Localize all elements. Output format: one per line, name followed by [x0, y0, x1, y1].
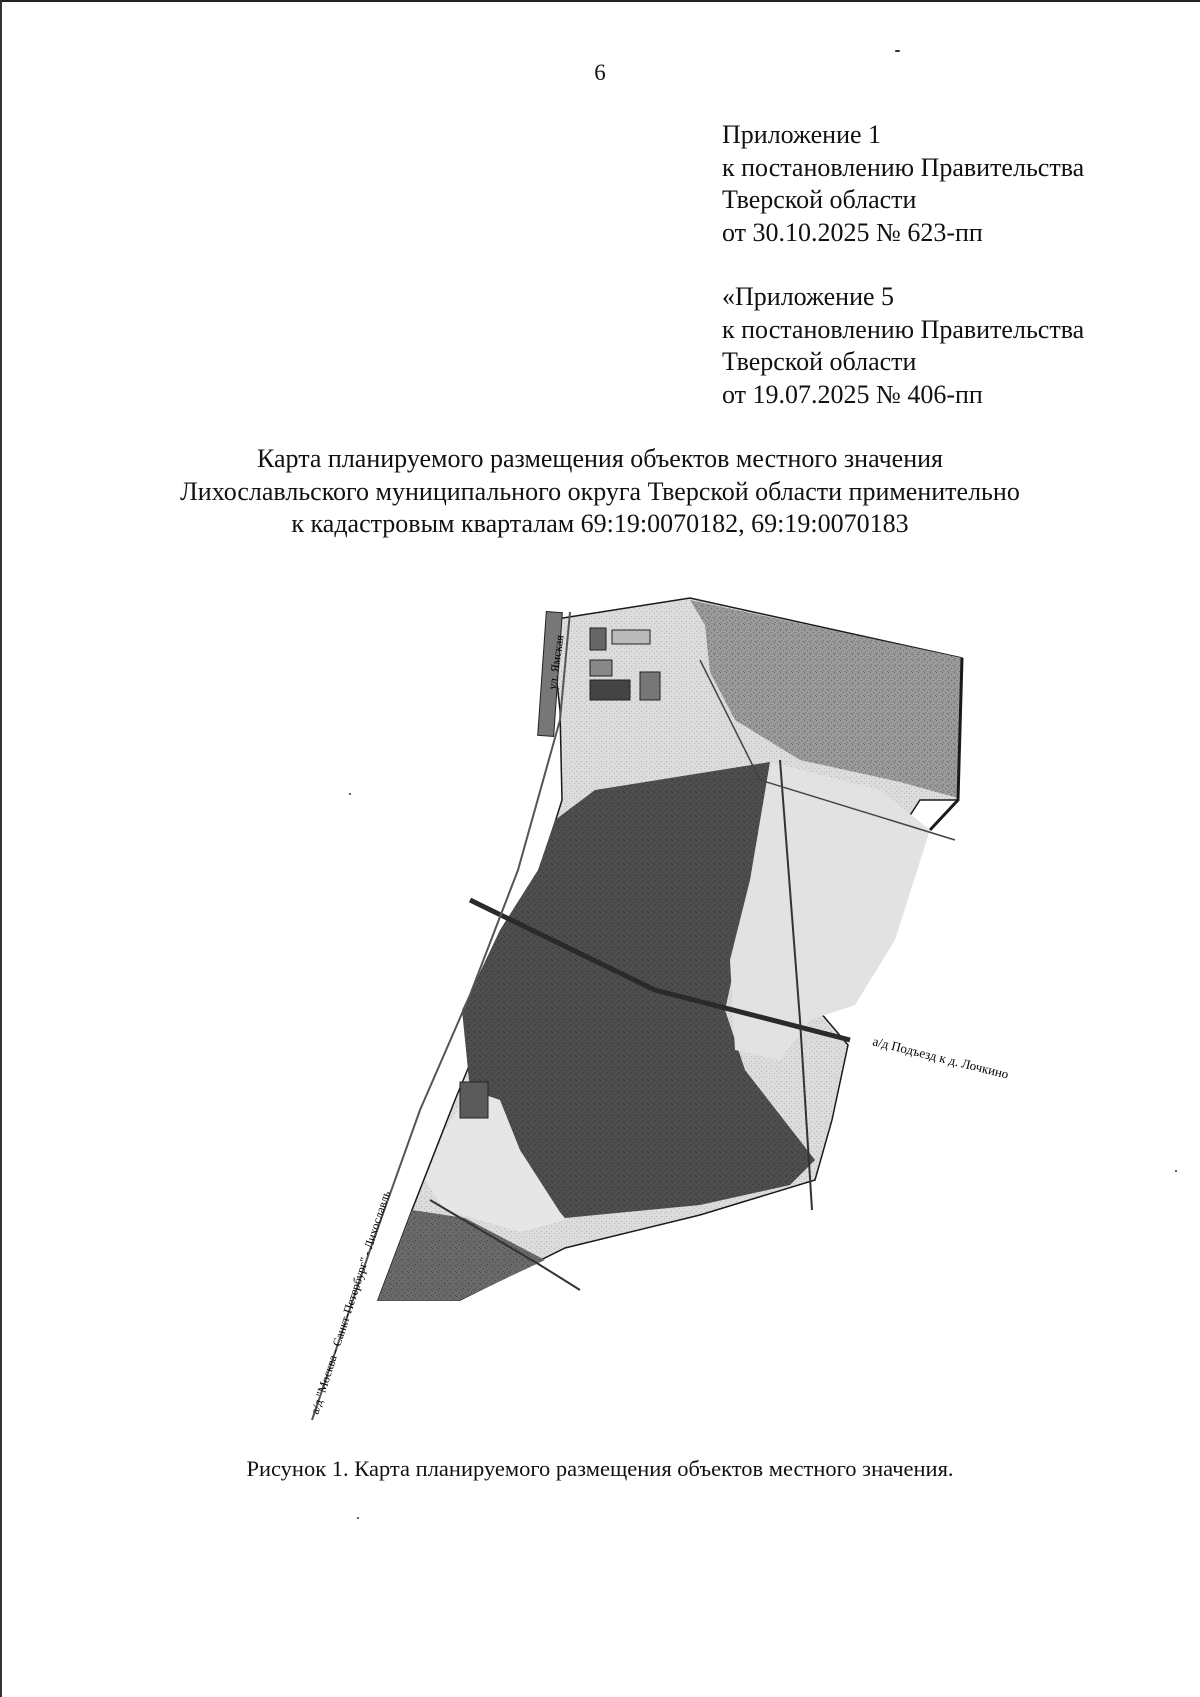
building-3	[590, 660, 612, 676]
scan-speck	[895, 50, 900, 52]
page-edge-top	[0, 0, 1200, 2]
scan-speck	[357, 1517, 359, 1519]
map-title-line-2: Лихославльского муниципального округа Тверской области применительно	[180, 476, 1020, 506]
label-road-lochkino: а/д Подъезд к д. Лочкино	[871, 1033, 1011, 1082]
map-title-line-1: Карта планируемого размещения объектов местного значения	[257, 444, 943, 473]
building-2	[612, 630, 650, 644]
appendix-5-line-1: «Приложение 5	[722, 282, 895, 311]
building-6	[460, 1082, 488, 1118]
page-number: 6	[594, 60, 606, 85]
appendix-1-line-4: от 30.10.2025 № 623-пп	[722, 217, 983, 247]
label-highway: а/д "Москва - Санкт-Петербург" - Лихославль	[307, 1189, 394, 1416]
building-4	[590, 680, 630, 700]
appendix-5-line-3: Тверской области	[722, 347, 917, 376]
figure-caption: Рисунок 1. Карта планируемого размещения объектов местного значения.	[246, 1456, 954, 1481]
appendix-5-line-2: к постановлению Правительства	[722, 314, 1085, 344]
building-1	[590, 628, 606, 650]
appendix-1-line-1: Приложение 1	[722, 120, 882, 149]
map-title-line-3: к кадастровым кварталам 69:19:0070182, 69:19:0070183	[291, 509, 909, 538]
appendix-1-line-2: к постановлению Правительства	[722, 152, 1085, 182]
building-5	[640, 672, 660, 700]
appendix-5-line-4: от 19.07.2025 № 406-пп	[722, 379, 983, 409]
planning-map	[0, 560, 1200, 1430]
scan-speck	[349, 793, 351, 795]
appendix-1-line-3: Тверской области	[722, 185, 917, 214]
map-title	[0, 443, 1200, 541]
label-street: ул. Ямская	[545, 634, 567, 691]
appendix-1-block	[722, 119, 1084, 249]
appendix-5-block	[722, 281, 1084, 411]
scan-speck	[1175, 1170, 1177, 1172]
